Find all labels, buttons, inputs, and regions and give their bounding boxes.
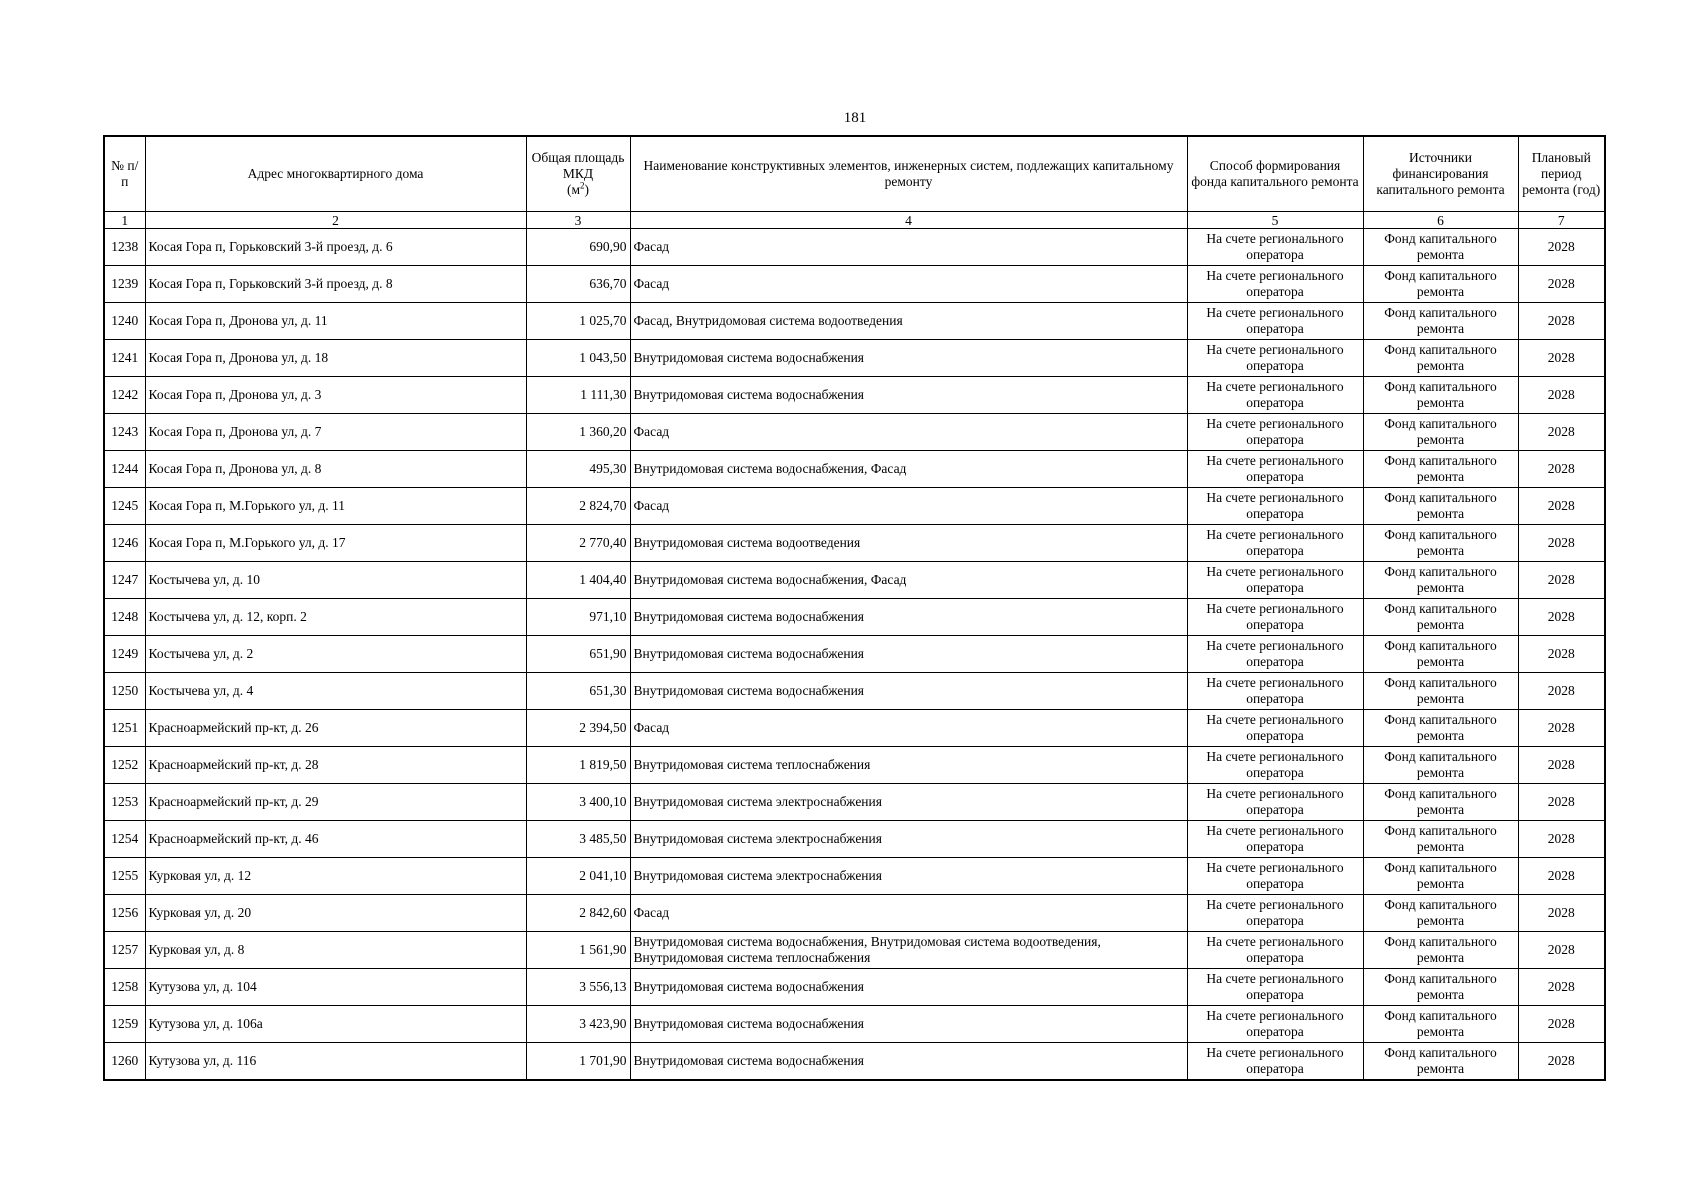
row-number: 1246 bbox=[104, 525, 145, 562]
row-elements: Фасад bbox=[630, 488, 1187, 525]
header-area-unit: $(м^2)$ bbox=[566, 180, 590, 197]
row-source: Фонд капитального ремонта bbox=[1363, 340, 1518, 377]
row-area: 2 394,50 bbox=[526, 710, 630, 747]
row-year: 2028 bbox=[1518, 1043, 1605, 1080]
row-area: 3 423,90 bbox=[526, 1006, 630, 1043]
row-fund-way: На счете регионального оператора bbox=[1187, 932, 1363, 969]
row-year: 2028 bbox=[1518, 229, 1605, 266]
table-row bbox=[104, 784, 1605, 821]
row-area: 2 041,10 bbox=[526, 858, 630, 895]
row-fund-way: На счете регионального оператора bbox=[1187, 377, 1363, 414]
row-source: Фонд капитального ремонта bbox=[1363, 895, 1518, 932]
row-area: 1 561,90 bbox=[526, 932, 630, 969]
row-source: Фонд капитального ремонта bbox=[1363, 599, 1518, 636]
row-number: 1249 bbox=[104, 636, 145, 673]
row-elements: Внутридомовая система водоотведения bbox=[630, 525, 1187, 562]
row-elements: Внутридомовая система водоснабжения bbox=[630, 969, 1187, 1006]
row-address: Кутузова ул, д. 116 bbox=[145, 1043, 526, 1080]
row-year: 2028 bbox=[1518, 340, 1605, 377]
row-fund-way: На счете регионального оператора bbox=[1187, 821, 1363, 858]
row-year: 2028 bbox=[1518, 747, 1605, 784]
column-number: 3 bbox=[526, 212, 630, 229]
row-source: Фонд капитального ремонта bbox=[1363, 451, 1518, 488]
table-row bbox=[104, 636, 1605, 673]
row-fund-way: На счете регионального оператора bbox=[1187, 266, 1363, 303]
row-number: 1260 bbox=[104, 1043, 145, 1080]
row-area: 1 701,90 bbox=[526, 1043, 630, 1080]
row-fund-way: На счете регионального оператора bbox=[1187, 599, 1363, 636]
row-number: 1259 bbox=[104, 1006, 145, 1043]
header-sources: Источники финансирования капитального ремонта bbox=[1363, 136, 1518, 212]
row-number: 1253 bbox=[104, 784, 145, 821]
row-fund-way: На счете регионального оператора bbox=[1187, 969, 1363, 1006]
row-area: 2 770,40 bbox=[526, 525, 630, 562]
row-area: 2 842,60 bbox=[526, 895, 630, 932]
row-address: Костычева ул, д. 2 bbox=[145, 636, 526, 673]
row-number: 1251 bbox=[104, 710, 145, 747]
row-elements: Внутридомовая система теплоснабжения bbox=[630, 747, 1187, 784]
row-source: Фонд капитального ремонта bbox=[1363, 303, 1518, 340]
row-fund-way: На счете регионального оператора bbox=[1187, 340, 1363, 377]
row-elements: Фасад bbox=[630, 895, 1187, 932]
row-address: Косая Гора п, М.Горького ул, д. 17 bbox=[145, 525, 526, 562]
row-number: 1254 bbox=[104, 821, 145, 858]
row-year: 2028 bbox=[1518, 710, 1605, 747]
row-source: Фонд капитального ремонта bbox=[1363, 1043, 1518, 1080]
row-elements: Внутридомовая система водоснабжения bbox=[630, 599, 1187, 636]
row-number: 1247 bbox=[104, 562, 145, 599]
row-source: Фонд капитального ремонта bbox=[1363, 562, 1518, 599]
row-number: 1244 bbox=[104, 451, 145, 488]
row-address: Красноармейский пр-кт, д. 28 bbox=[145, 747, 526, 784]
row-source: Фонд капитального ремонта bbox=[1363, 525, 1518, 562]
row-address: Косая Гора п, Дронова ул, д. 8 bbox=[145, 451, 526, 488]
row-area: 651,30 bbox=[526, 673, 630, 710]
row-area: 1 111,30 bbox=[526, 377, 630, 414]
row-source: Фонд капитального ремонта bbox=[1363, 488, 1518, 525]
row-year: 2028 bbox=[1518, 895, 1605, 932]
row-year: 2028 bbox=[1518, 562, 1605, 599]
column-number: 4 bbox=[630, 212, 1187, 229]
row-fund-way: На счете регионального оператора bbox=[1187, 895, 1363, 932]
table-row bbox=[104, 969, 1605, 1006]
table-row bbox=[104, 710, 1605, 747]
row-elements: Внутридомовая система водоснабжения bbox=[630, 673, 1187, 710]
row-fund-way: На счете регионального оператора bbox=[1187, 525, 1363, 562]
row-area: 2 824,70 bbox=[526, 488, 630, 525]
row-year: 2028 bbox=[1518, 377, 1605, 414]
row-area: 690,90 bbox=[526, 229, 630, 266]
row-source: Фонд капитального ремонта bbox=[1363, 673, 1518, 710]
row-year: 2028 bbox=[1518, 784, 1605, 821]
row-address: Косая Гора п, Дронова ул, д. 18 bbox=[145, 340, 526, 377]
row-area: 636,70 bbox=[526, 266, 630, 303]
row-number: 1252 bbox=[104, 747, 145, 784]
column-number: 5 bbox=[1187, 212, 1363, 229]
row-elements: Внутридомовая система электроснабжения bbox=[630, 858, 1187, 895]
row-fund-way: На счете регионального оператора bbox=[1187, 488, 1363, 525]
row-address: Курковая ул, д. 20 bbox=[145, 895, 526, 932]
row-number: 1245 bbox=[104, 488, 145, 525]
column-number: 2 bbox=[145, 212, 526, 229]
table-row bbox=[104, 895, 1605, 932]
row-address: Кутузова ул, д. 106а bbox=[145, 1006, 526, 1043]
row-year: 2028 bbox=[1518, 303, 1605, 340]
row-elements: Фасад bbox=[630, 414, 1187, 451]
row-address: Косая Гора п, Горьковский 3-й проезд, д. 8 bbox=[145, 266, 526, 303]
row-year: 2028 bbox=[1518, 525, 1605, 562]
row-area: 1 043,50 bbox=[526, 340, 630, 377]
row-source: Фонд капитального ремонта bbox=[1363, 636, 1518, 673]
header-area-label: Общая площадь МКД bbox=[531, 150, 625, 181]
row-elements: Внутридомовая система водоснабжения, Фасад bbox=[630, 562, 1187, 599]
row-source: Фонд капитального ремонта bbox=[1363, 821, 1518, 858]
table-row bbox=[104, 266, 1605, 303]
row-source: Фонд капитального ремонта bbox=[1363, 710, 1518, 747]
row-source: Фонд капитального ремонта bbox=[1363, 377, 1518, 414]
table-row bbox=[104, 1043, 1605, 1080]
row-fund-way: На счете регионального оператора bbox=[1187, 1043, 1363, 1080]
row-number: 1250 bbox=[104, 673, 145, 710]
table-row bbox=[104, 340, 1605, 377]
row-source: Фонд капитального ремонта bbox=[1363, 932, 1518, 969]
row-address: Красноармейский пр-кт, д. 26 bbox=[145, 710, 526, 747]
row-year: 2028 bbox=[1518, 488, 1605, 525]
row-year: 2028 bbox=[1518, 414, 1605, 451]
row-number: 1258 bbox=[104, 969, 145, 1006]
row-year: 2028 bbox=[1518, 599, 1605, 636]
row-source: Фонд капитального ремонта bbox=[1363, 229, 1518, 266]
row-address: Косая Гора п, Дронова ул, д. 3 bbox=[145, 377, 526, 414]
row-number: 1243 bbox=[104, 414, 145, 451]
table-row bbox=[104, 377, 1605, 414]
table-row bbox=[104, 747, 1605, 784]
row-address: Косая Гора п, Дронова ул, д. 11 bbox=[145, 303, 526, 340]
table-row bbox=[104, 488, 1605, 525]
row-elements: Фасад bbox=[630, 266, 1187, 303]
table-row bbox=[104, 451, 1605, 488]
header-period: Плановый период ремонта (год) bbox=[1518, 136, 1605, 212]
row-source: Фонд капитального ремонта bbox=[1363, 784, 1518, 821]
table-row bbox=[104, 599, 1605, 636]
table-row bbox=[104, 525, 1605, 562]
row-year: 2028 bbox=[1518, 451, 1605, 488]
table-row bbox=[104, 562, 1605, 599]
row-source: Фонд капитального ремонта bbox=[1363, 858, 1518, 895]
row-year: 2028 bbox=[1518, 858, 1605, 895]
row-area: 1 819,50 bbox=[526, 747, 630, 784]
row-fund-way: На счете регионального оператора bbox=[1187, 451, 1363, 488]
row-elements: Внутридомовая система электроснабжения bbox=[630, 821, 1187, 858]
header-fund-way: Способ формирования фонда капитального ремонта bbox=[1187, 136, 1363, 212]
row-address: Курковая ул, д. 12 bbox=[145, 858, 526, 895]
row-elements: Внутридомовая система водоснабжения, Фасад bbox=[630, 451, 1187, 488]
row-elements: Фасад bbox=[630, 710, 1187, 747]
row-source: Фонд капитального ремонта bbox=[1363, 266, 1518, 303]
row-address: Косая Гора п, М.Горького ул, д. 11 bbox=[145, 488, 526, 525]
row-elements: Фасад bbox=[630, 229, 1187, 266]
row-year: 2028 bbox=[1518, 821, 1605, 858]
row-address: Костычева ул, д. 10 bbox=[145, 562, 526, 599]
row-area: 651,90 bbox=[526, 636, 630, 673]
row-number: 1240 bbox=[104, 303, 145, 340]
table-row bbox=[104, 229, 1605, 266]
row-year: 2028 bbox=[1518, 636, 1605, 673]
row-area: 3 400,10 bbox=[526, 784, 630, 821]
table-row bbox=[104, 858, 1605, 895]
row-address: Кутузова ул, д. 104 bbox=[145, 969, 526, 1006]
row-fund-way: На счете регионального оператора bbox=[1187, 858, 1363, 895]
row-year: 2028 bbox=[1518, 266, 1605, 303]
row-number: 1239 bbox=[104, 266, 145, 303]
table-row bbox=[104, 673, 1605, 710]
row-fund-way: На счете регионального оператора bbox=[1187, 229, 1363, 266]
row-year: 2028 bbox=[1518, 673, 1605, 710]
row-elements: Внутридомовая система водоснабжения bbox=[630, 1006, 1187, 1043]
row-fund-way: На счете регионального оператора bbox=[1187, 710, 1363, 747]
row-address: Косая Гора п, Дронова ул, д. 7 bbox=[145, 414, 526, 451]
table-header bbox=[104, 136, 1605, 229]
header-area bbox=[526, 136, 630, 212]
row-elements: Внутридомовая система водоснабжения bbox=[630, 1043, 1187, 1080]
table-row bbox=[104, 414, 1605, 451]
row-fund-way: На счете регионального оператора bbox=[1187, 414, 1363, 451]
row-year: 2028 bbox=[1518, 969, 1605, 1006]
row-number: 1238 bbox=[104, 229, 145, 266]
table-row bbox=[104, 932, 1605, 969]
row-area: 3 485,50 bbox=[526, 821, 630, 858]
row-source: Фонд капитального ремонта bbox=[1363, 414, 1518, 451]
table-body bbox=[104, 229, 1605, 1080]
row-address: Костычева ул, д. 12, корп. 2 bbox=[145, 599, 526, 636]
row-source: Фонд капитального ремонта bbox=[1363, 969, 1518, 1006]
row-fund-way: На счете регионального оператора bbox=[1187, 747, 1363, 784]
row-fund-way: На счете регионального оператора bbox=[1187, 303, 1363, 340]
row-number: 1255 bbox=[104, 858, 145, 895]
row-area: 1 404,40 bbox=[526, 562, 630, 599]
row-address: Красноармейский пр-кт, д. 29 bbox=[145, 784, 526, 821]
row-fund-way: На счете регионального оператора bbox=[1187, 636, 1363, 673]
column-number: 6 bbox=[1363, 212, 1518, 229]
row-elements: Внутридомовая система водоснабжения, Внутридомовая система водоотведения, Внутридомовая система теплоснабжения bbox=[630, 932, 1187, 969]
row-fund-way: На счете регионального оператора bbox=[1187, 784, 1363, 821]
row-number: 1256 bbox=[104, 895, 145, 932]
row-source: Фонд капитального ремонта bbox=[1363, 1006, 1518, 1043]
row-number: 1257 bbox=[104, 932, 145, 969]
row-elements: Внутридомовая система водоснабжения bbox=[630, 377, 1187, 414]
row-elements: Внутридомовая система электроснабжения bbox=[630, 784, 1187, 821]
row-address: Косая Гора п, Горьковский 3-й проезд, д. 6 bbox=[145, 229, 526, 266]
row-year: 2028 bbox=[1518, 1006, 1605, 1043]
table-row bbox=[104, 1006, 1605, 1043]
header-address: Адрес многоквартирного дома bbox=[145, 136, 526, 212]
row-area: 495,30 bbox=[526, 451, 630, 488]
row-area: 1 025,70 bbox=[526, 303, 630, 340]
row-address: Костычева ул, д. 4 bbox=[145, 673, 526, 710]
row-number: 1241 bbox=[104, 340, 145, 377]
row-address: Курковая ул, д. 8 bbox=[145, 932, 526, 969]
row-source: Фонд капитального ремонта bbox=[1363, 747, 1518, 784]
column-number: 1 bbox=[104, 212, 145, 229]
column-number: 7 bbox=[1518, 212, 1605, 229]
table-row bbox=[104, 303, 1605, 340]
row-address: Красноармейский пр-кт, д. 46 bbox=[145, 821, 526, 858]
row-elements: Фасад, Внутридомовая система водоотведения bbox=[630, 303, 1187, 340]
row-elements: Внутридомовая система водоснабжения bbox=[630, 340, 1187, 377]
row-elements: Внутридомовая система водоснабжения bbox=[630, 636, 1187, 673]
table-row bbox=[104, 821, 1605, 858]
row-number: 1242 bbox=[104, 377, 145, 414]
row-area: 1 360,20 bbox=[526, 414, 630, 451]
header-num: № п/п bbox=[104, 136, 145, 212]
column-number-row bbox=[104, 212, 1605, 229]
page-number: 181 bbox=[843, 110, 867, 126]
row-area: 3 556,13 bbox=[526, 969, 630, 1006]
repair-plan-table bbox=[103, 135, 1606, 1081]
row-area: 971,10 bbox=[526, 599, 630, 636]
row-number: 1248 bbox=[104, 599, 145, 636]
row-fund-way: На счете регионального оператора bbox=[1187, 1006, 1363, 1043]
row-fund-way: На счете регионального оператора bbox=[1187, 562, 1363, 599]
row-fund-way: На счете регионального оператора bbox=[1187, 673, 1363, 710]
row-year: 2028 bbox=[1518, 932, 1605, 969]
header-elements: Наименование конструктивных элементов, инженерных систем, подлежащих капитальному ремонту bbox=[630, 136, 1187, 212]
